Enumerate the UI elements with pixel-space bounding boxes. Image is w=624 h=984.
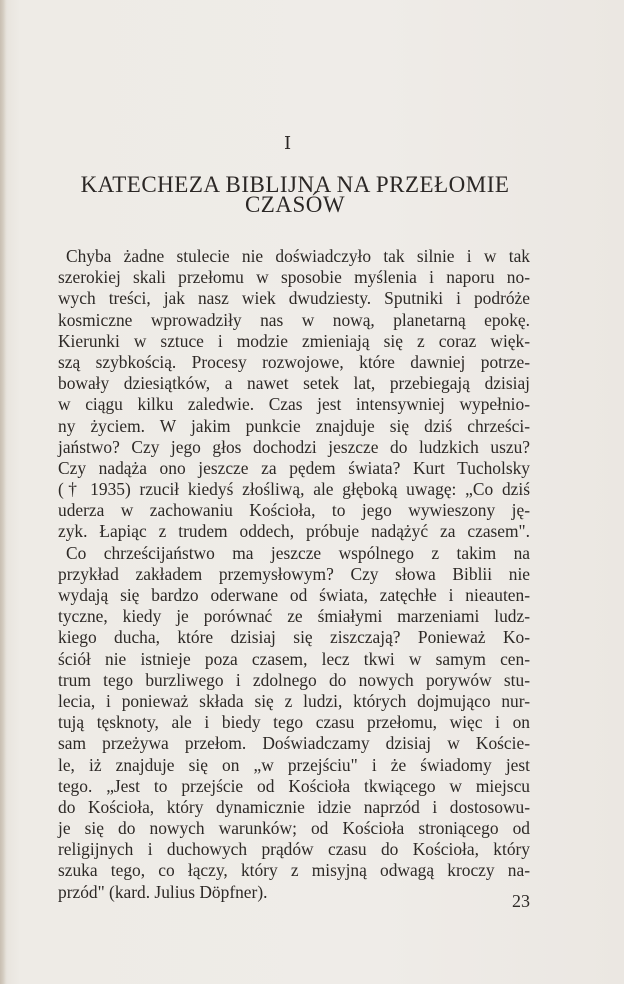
chapter-title <box>60 172 530 217</box>
chapter-title-line: CZASÓW <box>244 192 346 217</box>
text-line: Co chrześcijaństwo ma jeszcze wspólnego z takim na <box>66 542 530 563</box>
text-line: przód" (kard. Julius Döpfner). <box>58 881 268 902</box>
text-line: lecia, i ponieważ składa się z ludzi, których dojmująco nur- <box>58 690 530 711</box>
text-line: w ciągu kilku zaledwie. Czas jest intensywniej wypełnio- <box>58 394 530 415</box>
text-line: wych treści, jak nasz wiek dwudziesty. Sputniki i podróże <box>58 288 530 309</box>
text-line: szuka tego, co łączy, który z misyjną odwagą kroczy na- <box>58 860 530 881</box>
text-line: kosmiczne wprowadziły nas w nową, planetarną epokę. <box>58 309 530 330</box>
text-line: szą szybkością. Procesy rozwojowe, które dawniej potrze- <box>58 351 530 372</box>
text-line: tują tęsknoty, ale i biedy tego czasu przełomu, więc i on <box>58 712 530 733</box>
chapter-number: I <box>283 133 293 154</box>
text-line: tego. „Jest to przejście od Kościoła tkwiącego w miejscu <box>58 775 530 796</box>
text-line: je się do nowych warunków; od Kościoła stroniącego od <box>58 818 530 839</box>
text-line: Czy nadąża ono jeszcze za pędem świata? Kurt Tucholsky <box>58 457 530 478</box>
text-line: zyk. Łapiąc z trudem oddech, próbuje nadążyć za czasem". <box>58 521 530 542</box>
text-line: Kierunki w sztuce i modzie zmieniają się z coraz więk- <box>58 330 530 351</box>
text-line: sam przeżywa przełom. Doświadczamy dzisiaj w Koście- <box>58 733 530 754</box>
text-line: wydają się bardzo oderwane od świata, zatęchłe i nieauten- <box>58 585 530 605</box>
text-line: kiego ducha, które dzisiaj się ziszczają? Ponieważ Ko- <box>58 627 530 648</box>
text-line: do Kościoła, który dynamicznie idzie naprzód i dostosowu- <box>58 796 530 817</box>
text-line: jaństwo? Czy jego głos dochodzi jeszcze do ludzkich uszu? <box>58 436 530 457</box>
paragraph <box>58 543 530 903</box>
text-line: trum tego burzliwego i zdolnego do nowych porywów stu- <box>58 669 530 690</box>
text-line: († 1935) rzucił kiedyś złośliwą, ale głęboką uwagę: „Co dziś <box>58 479 530 500</box>
text-line: przykład zakładem przemysłowym? Czy słowa Biblii nie <box>58 563 530 584</box>
paragraph <box>58 246 530 543</box>
text-line: szerokiej skali przełomu w sposobie myślenia i naporu no- <box>58 267 530 288</box>
text-line: religijnych i duchowych prądów czasu do Kościoła, który <box>58 839 530 860</box>
text-line: tyczne, kiedy je porównać ze śmiałymi marzeniami ludz- <box>58 606 530 627</box>
text-line: uderza w zachowaniu Kościoła, to jego wywieszony ję- <box>58 500 530 521</box>
text-line: ny życiem. W jakim punkcie znajduje się dziś chrześci- <box>58 415 530 436</box>
chapter-title-line: KATECHEZA BIBLIJNA NA PRZEŁOMIE <box>80 172 510 197</box>
text-line: bowały dziesiątków, a nawet setek lat, przebiegają dzisiaj <box>58 373 530 394</box>
text-line: ściół nie istnieje poza czasem, lecz tkwi w samym cen- <box>58 648 530 669</box>
page-number: 23 <box>512 891 530 911</box>
text-line: Chyba żadne stulecie nie doświadczyło tak silnie i w tak <box>66 246 530 266</box>
text-line: le, iż znajduje się on „w przejściu" i że świadomy jest <box>58 754 530 775</box>
body-text <box>58 246 530 903</box>
